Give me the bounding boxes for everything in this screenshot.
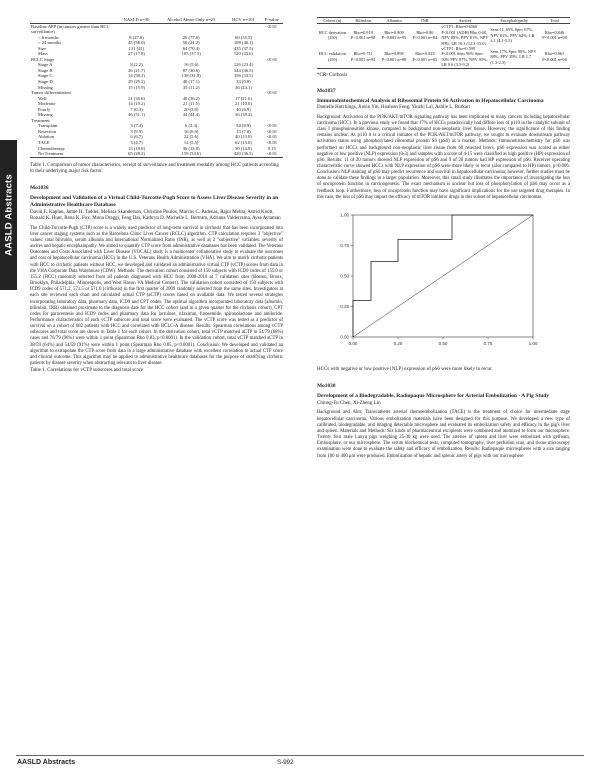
- table-cell: 126 (23.4): [233, 62, 254, 68]
- table-cell: Rho=0.898 P<0.001 n=88: [379, 46, 410, 68]
- table-row: [317, 46, 570, 68]
- page-number: S-992: [277, 759, 294, 766]
- table-cell: 15 (15.9): [128, 84, 145, 90]
- table-cell: <0.01: [266, 56, 278, 62]
- table-cell: 87 (30.6): [182, 67, 200, 73]
- table-cell: 21 (35.6): [128, 95, 145, 101]
- table-cell: HCC validation (150): [317, 46, 348, 68]
- table-cell: Well: [38, 95, 47, 101]
- table-cell: 65 (28.2): [117, 151, 156, 157]
- abstract-title: Immunohistochemical Analysis of Ribosomal Protein S6 Activation in Hepatocellular Carcinoma: [317, 97, 544, 104]
- x-tick-label: 0.00: [348, 340, 358, 346]
- x-tick-label: 0.25: [393, 340, 403, 346]
- table-cell: 22 (5.6): [183, 134, 199, 140]
- table-cell: 7 (0.3): [130, 106, 143, 112]
- abstract-body: Background and Aim: Transcatheter arterial chemoembolization (TACE) is the treatment of choice for intermediate stage hepatocellular carcinoma. Various embolization materials have been designed for this purpose. We developed a new type of calibrated, biodegradable, and imaging detectable microsphere and evaluated its embolization safety and efficacy in the pig's liver and spleen. Materials and Methods: Six kinds of pharmaceutical excipients were combined and atomized to form our microsphere. Twenty four male Lanyu pigs weighing 25-30 kg were used. The arteries of spleen and liver were embolized with gelfoam, Embosphere, or our microsphere. The serum biochemical tests, computed tomography, liver perfusion scan, and tissue microscopy examination were done to evaluate the safety and efficacy of embolization. Results: Radiopaque microspheres with a size ranging from 100 to 400 μm were produced. Embolization of hepatic and splenic artery of pigs with our microsphere: [317, 410, 570, 459]
- table-cell: Rho=0.846 P<0.001 n=98: [542, 29, 567, 41]
- table-cell: Rho=0.909 P<0.001 n=95: [381, 29, 407, 41]
- table-cell: <0.01: [266, 23, 278, 29]
- table-cell: 159 (54.6): [156, 151, 226, 157]
- table-cell: <0.01: [266, 128, 278, 134]
- table-cell: 50 (24.2): [182, 40, 200, 46]
- table-cell: 6 (2.3): [185, 123, 198, 129]
- x-tick-label: 1.00: [528, 340, 538, 346]
- column-header: HCV n=101: [226, 17, 260, 23]
- table-cell: vCTP1: Rho=0.599 P<0.001 Sens 96% Spec 90% PPV 87%, NPV 95%, LR 9.6 (3.5-9.2): [441, 46, 488, 68]
- table-cell: 50 (13.0): [235, 145, 252, 151]
- table-cell: 420 (36.5): [226, 151, 260, 157]
- footer-journal: AASLD Abstracts: [17, 759, 76, 766]
- table-cell: Sens 11, 65% Spec 67%, NPV 81%, PPV 62%, LR 4.1 (4.1-5.5): [490, 27, 535, 43]
- table-cell: 344 (36.5): [233, 67, 254, 73]
- table-cell: 3 (9.9): [130, 128, 143, 134]
- table-cell: 40 (13.0): [235, 134, 252, 140]
- table-cell: 105 (37.5): [181, 51, 201, 57]
- table-cell: 16 (6.9): [183, 128, 199, 134]
- table-cell: No Treatment: [30, 151, 117, 157]
- table-cell: Rho=0.861 P<0.001 n=96: [539, 46, 570, 68]
- y-tick-label: 1.00: [340, 212, 349, 218]
- table-cell: 26 (21.7): [128, 67, 145, 73]
- table-cell: 20 (5.9): [183, 106, 199, 112]
- table-cell: 17 (21.6): [235, 95, 252, 101]
- tumor-characteristics-table: [30, 17, 283, 158]
- table-cell: Baseline AFP (in tumors greater than HCC surveillance): [31, 23, 110, 35]
- table-cell: BCLC Stage: [31, 56, 55, 62]
- table-cell: Poorly: [38, 106, 51, 112]
- table-cell: Stage C: [38, 73, 53, 79]
- table-cell: 62 (13.0): [235, 140, 252, 146]
- abstract-authors: Danielle Hutchings, Jiaxin Yin, Hoaloan Feng, Yinzhi Lai, Ashlie L. Burkart: [317, 105, 471, 111]
- table-cell: 36 (13.0): [182, 145, 200, 151]
- table-cell: 14 (58.2): [128, 73, 145, 79]
- table-row: [317, 24, 570, 46]
- column-header: NASLD n=30: [117, 17, 156, 23]
- sidebar-label: AASLD Abstracts: [3, 174, 14, 256]
- y-tick-label: 0.00: [340, 334, 349, 340]
- abstract-authors: Chiung-Fu Chen, Xi-Zheng Lin: [317, 401, 381, 407]
- table-cell: 46 (51.1): [128, 112, 145, 118]
- table-footnote: *CR=Cirrhosis: [317, 72, 348, 78]
- table-cell: 35 (11.2): [182, 84, 200, 90]
- table-cell: 16 (5.6): [183, 62, 199, 68]
- roc-figure: [317, 207, 570, 362]
- table-cell: Rho=0.86 P<0.001 n=84: [412, 29, 438, 41]
- table-cell: 40 (36.2): [182, 95, 200, 101]
- table-cell: Rho=0.823 P<0.001 n=83: [409, 46, 440, 68]
- table-cell: 13 (19.6): [128, 145, 145, 151]
- column-header: Total: [539, 18, 570, 24]
- table-cell: TACE: [38, 140, 50, 146]
- column-header: Albumin: [379, 18, 410, 24]
- footer-rule: [16, 755, 584, 756]
- table-cell: Missing: [38, 84, 53, 90]
- column-header: Encephalopathy: [489, 18, 539, 24]
- table-cell: 36 (24.1): [235, 84, 252, 90]
- table-cell: Moderate: [38, 101, 56, 107]
- right-column: [317, 17, 570, 460]
- table-cell: 6 (6.7): [130, 134, 143, 140]
- table-cell: > 24 months: [38, 40, 62, 46]
- table-cell: 60 (35.5): [235, 34, 252, 40]
- table-cell: 3 (7.4): [130, 123, 143, 129]
- abstract-table-caption: Table 1. Correlations for vCTP subscores and total score: [30, 368, 143, 374]
- x-tick-label: 0.75: [483, 340, 493, 346]
- table-cell: < 6 months: [38, 34, 59, 40]
- table-cell: Transplant: [38, 123, 58, 129]
- table-cell: 29 (29.2): [128, 79, 145, 85]
- table-cell: 131 (41): [128, 45, 145, 51]
- table-cell: Sens 17% Spec 90%, NPV 88%, PPV 39%, LR 1.7 (1.3-2.3): [489, 46, 539, 68]
- column-header: P-value: [261, 17, 283, 23]
- figure-caption: HCCs with negative or low positive (NLP) expression of pS6 were more likely to recur.: [317, 366, 493, 372]
- table-row: [30, 23, 283, 35]
- sidebar-tab: [0, 140, 17, 290]
- table-cell: 356 (33.5): [233, 73, 254, 79]
- table-cell: Tumor differentiation: [31, 90, 71, 96]
- table-cell: [156, 23, 226, 35]
- table-cell: Chemotherapy: [38, 145, 66, 151]
- table-cell: <0.01: [261, 151, 283, 157]
- table-cell: 45 (58.0): [128, 40, 145, 46]
- table-cell: Ablation: [38, 134, 55, 140]
- table-cell: 0.15: [267, 145, 276, 151]
- abstract-title: Development and Validation of a Virtual Child-Turcotte-Pugh Score to Assess Liver Disease Severity in an Administrative Healthcare Database: [30, 195, 279, 209]
- table-cell: 54 (8.9): [236, 123, 251, 129]
- table-cell: Mass: [38, 51, 48, 57]
- table-cell: [226, 23, 260, 35]
- table-body: [317, 24, 570, 68]
- table-body: [30, 23, 283, 157]
- table-cell: 40 (6.9): [236, 106, 251, 112]
- table-cell: 21 (10.0): [235, 101, 252, 107]
- table-caption: Table 1. Comparison of tumor characteristics, receipt of surveillance and treatment modality among HCC patients according to their underlying major risk factor.: [30, 162, 279, 175]
- table-cell: Rho=0.711 P<0.001 n=94: [348, 46, 379, 68]
- abstract-id: Mo1037: [317, 87, 336, 94]
- column-header: INR: [409, 18, 440, 24]
- table-cell: 8 (27.6): [129, 34, 144, 40]
- table-cell: <0.01: [266, 123, 278, 129]
- table-cell: HCC derivation (150): [318, 29, 347, 41]
- table-cell: Rho=0.919 P<0.001 n=98: [350, 29, 376, 41]
- table-cell: 3 (4.7): [130, 140, 143, 146]
- column-header: Cohort (n): [317, 18, 348, 24]
- column-header: Alcohol Abuse Only n=25: [156, 17, 226, 23]
- abstract-authors: David E. Kaplan, Jamie H. Taddei, Melissa Skanderson, Christine Poulos, Marcus C. Padenas, Rajni Mehta, Astrid Knott, Ronald K. Hunt, Rena K. Fox, Mona Draggi, Feng Dai, Kathryn D. Michelle L. Bertram, Adriana Valderrama, Ayse Aytaman: [30, 210, 281, 222]
- table-cell: 12 (5.5): [183, 140, 199, 146]
- reference-diagonal-line: [353, 215, 533, 337]
- table-cell: Resection: [38, 128, 57, 134]
- abstract-id: Mo1036: [30, 185, 49, 192]
- table-cell: 120 (43.6): [233, 51, 254, 57]
- table-cell: <0.01: [266, 134, 278, 140]
- table-cell: 8 (2.2): [130, 62, 143, 68]
- table-cell: 435 (37.5): [233, 45, 254, 51]
- table-cell: Stage B: [38, 67, 53, 73]
- table-cell: 13 (7.0): [236, 128, 251, 134]
- table-cell: Treatment: [31, 117, 50, 123]
- abstract-body: The Child-Turcotte-Pugh (CTP) score is a widely used predictor of long-term survival in cirrhosis that has been incorporated into liver cancer staging systems such as the Barcelona Clinic Liver Cancer (BCLC) algorithm. CTP calculation requires 3 "objective" values: total bilirubin, serum albumin and International Normalized Ratio (INR), as well as 2 "subjective" variables: severity of ascites and hepatic encephalopathy. We aimed to quantify CTP score from administrative databases has been validated. The Veterans Outcomes and Costs Associated with Liver Disease (VOCAL) study is a multicenter collaborative study to evaluate the outcomes and cost of hepatocellular carcinoma (HCC) in the U.S. Veterans Health Administration (VHA). We aim to match cirrhotic patients with HCC to cirrhotic patients without HCC, we developed and validated an administrative virtual CTP (vCTP) scores from data in the VHA Corporate Data Warehouse (CDW). Methods: The derivation cohort consisted of 150 subjects with ICD9 codes of 155.0 or 155.2 (HCC) randomly selected from all patients diagnosed with HCC from 2008-2010 at 7 validation sites (Boston, Bronx, Brooklyn, Philadelphia, Minneapolis, and West Haven VA Medical Centers). The validation cohort consisted of 150 subjects with ICD9 codes of 571.2, 571.5 or 571.6 (cirrhosis) in the first quarter of 2009 randomly selected from the same sites. Investigators at each site reviewed each chart and calculated actual CTP (aCTP) scores based on available data. We tested several strategies incorporating laboratory data, pharmacy data, ICD9 and CPT codes. The optimal algorithm incorporated laboratory data (albumin, bilirubin, INR) obtained proximate to the diagnosis date for the HCC cohort (and in a given quarter for the cirrhosis cohort), CPT codes for paracentesis and ICD9 codes and pharmacy data for lactulose, rifaximin, furosemide, spironolactone and amiloride. Performance characteristics of each vCTP subscore and total score were evaluated. The vCTP score was tested as a predictor of survival on a cohort of 682 patients with HCC and correlated with BCLC-A disease. Results: Spearman correlations among vCTP subscores and total score are shown in Table 1 for each cohort. In the derivation cohort, total vCTP matched aCTP in 54/79 (68%) cases and 76/79 (96%) were within 1 point (Spearman Rho 0.83, p<0.0001). In the validation cohort, total vCTP matched aCTP in 38/59 (64%) and 54/59 (91%) were within 1 point (Spearman Rho 0.85, p<0.0001). Conclusion: We developed and validated an algorithm to extrapolate the CTP score from data in a large administrative database with excellent correlation to actual CTP score and clinical outcome. This algorithm may be applied to administrative healthcare databases for the purpose of stratifying cirrhotic patients by disease severity when abstracting relevant to liver disease.: [30, 225, 283, 367]
- table-cell: <0.01: [266, 90, 278, 96]
- abstract-title: Development of a Biodegradable, Radiopaque Microsphere for Arterial Embolization - A Pig Study: [317, 393, 550, 400]
- y-tick-label: 0.25: [340, 303, 349, 309]
- table-cell: 27 (17.8): [128, 51, 145, 57]
- table-cell: 20 (77.6): [182, 34, 200, 40]
- y-tick-label: 0.50: [340, 273, 349, 279]
- table-cell: Stage A: [38, 62, 53, 68]
- table-cell: 36 (39.4): [235, 112, 252, 118]
- table-cell: Size: [38, 45, 46, 51]
- column-header: Ascites: [440, 18, 489, 24]
- table-cell: Stage D: [38, 79, 53, 85]
- correlation-table: [317, 17, 570, 69]
- left-column: [30, 17, 283, 375]
- table-cell: 33 (0.8): [236, 79, 251, 85]
- table-cell: [117, 23, 156, 35]
- column-header: Bilirubin: [348, 18, 379, 24]
- table-cell: 108 (46.1): [233, 40, 254, 46]
- table-cell: Missing: [38, 112, 53, 118]
- table-cell: 40 (17.1): [182, 79, 200, 85]
- table-cell: vCTP1: Rho=0.6560 P<0.001 (ADH) Rho 0.68, NPV 88%, PPV 81%, NPV 89%, LR 10.3 (12.3-15.0): [441, 24, 489, 46]
- abstract-id: Mo1038: [317, 383, 336, 390]
- x-tick-label: 0.50: [438, 340, 448, 346]
- table-cell: 14 (19.2): [128, 101, 145, 107]
- roc-chart: [317, 207, 570, 357]
- table-cell: 138 (31.8): [181, 73, 201, 79]
- table-cell: 64 (70.4): [182, 45, 200, 51]
- table-row: [30, 151, 283, 157]
- table-cell: <0.01: [266, 140, 278, 146]
- table-cell: 21 (11.5): [182, 101, 200, 107]
- y-tick-label: 0.75: [340, 242, 349, 248]
- table-cell: 44 (44.4): [182, 112, 200, 118]
- abstract-body: Background: Activation of the PI3K/AKT/mTOR signaling pathway has been implicated in many cancers including hepatocellular carcinoma (HCC). In a previous study we found that 17% of HCCs paradoxically had diffuse loss of p110 in the catalytic subunit of class I phosphoinositide kinase, compared to background non-neoplastic liver tissue. However, the significance of this finding remains unclear. As p110 it is a critical initiator of the PI3K/AKT/mTOR pathway, we sought to evaluate downstream pathway activation status using phosphorylated ribosomal protein S6 (pS6) as a marker. Methods: Immunohistochemistry for pS6 was performed on HCCs and background non-neoplastic liver tissue from 60 resected livers. pS6 expression was scored as either negative or low positive (NLP) expression (0-3) and samples with a score of 4-15 were classified as high positive (HP) expression of pS6. Results: 11 of 20 tumors showed NLP expression of pS6 and 9 of 20 tumors had HP expression of pS6. Receiver operating characteristic curve showed HCCs with NLP expression of pS6 were more likely to recur (also compared to HP) tumors, p=0.006. Conclusion: NLP staining of pS6 may predict recurrence and survival in hepatocellular carcinoma; however, further studies must be done to validate these findings in a larger population. Moreover, this small study illustrates the importance of investigating the loss of oncoprotein function in carcinogenesis. The exact mechanism is unclear but loss of phosphorylation of pS6 may occur as a feedback loop. Furthermore, loss of oncoprotein function may have significant implications for the use targeted drug therapies. In this case, the loss of pS6 may impact the efficacy of mTOR inhibitor drugs in this subset of hepatocellular carcinomas.: [317, 114, 570, 200]
